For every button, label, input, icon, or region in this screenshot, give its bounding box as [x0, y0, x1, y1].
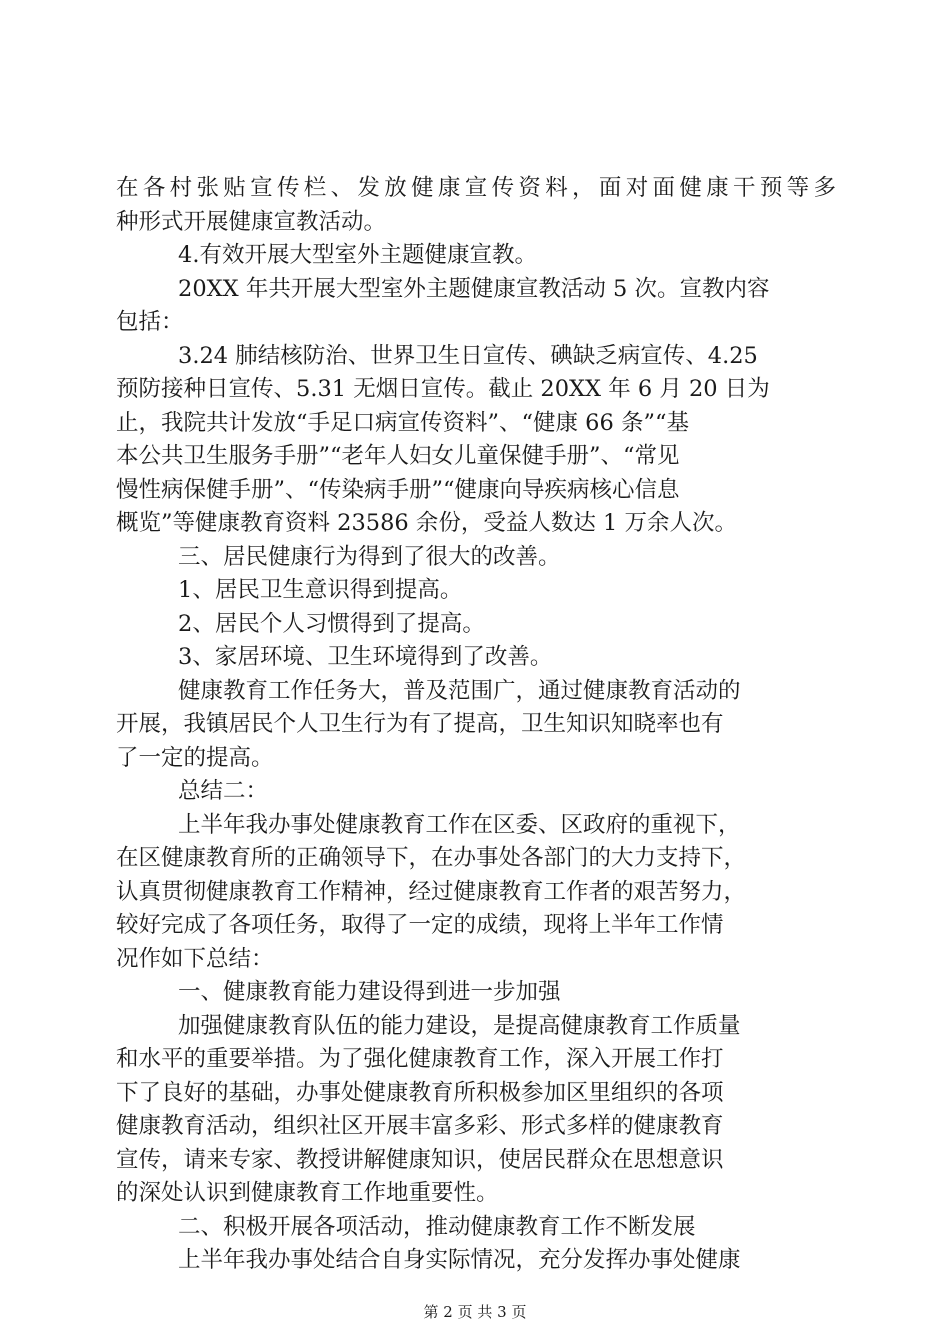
- text-line: 较好完成了各项任务，取得了一定的成绩，现将上半年工作情: [116, 912, 724, 938]
- text-line: 3、家居环境、卫生环境得到了改善。: [178, 644, 553, 670]
- text-line: 三、居民健康行为得到了很大的改善。: [178, 543, 561, 570]
- text-line: 认真贯彻健康教育工作精神，经过健康教育工作者的艰苦努力，: [116, 878, 747, 905]
- text-line: 20XX 年共开展大型室外主题健康宣教活动 5 次。宣教内容: [178, 275, 770, 302]
- text-line: 3.24 肺结核防治、世界卫生日宣传、碘缺乏病宣传、4.25: [178, 342, 758, 369]
- text-line: 在区健康教育所的正确领导下，在办事处各部门的大力支持下，: [116, 845, 747, 871]
- text-line: 一、健康教育能力建设得到进一步加强: [178, 979, 561, 1005]
- text-line: 开展，我镇居民个人卫生行为有了提高，卫生知识知晓率也有: [116, 711, 724, 737]
- text-line: 上半年我办事处结合自身实际情况，充分发挥办事处健康: [178, 1247, 741, 1273]
- text-line: 本公共卫生服务手册”“老年人妇女儿童保健手册”、“常见: [116, 443, 680, 469]
- text-line: 况作如下总结：: [116, 945, 274, 972]
- text-line: 总结二：: [178, 778, 269, 804]
- text-line: 和水平的重要举措。为了强化健康教育工作，深入开展工作打: [116, 1046, 724, 1072]
- text-line: 健康教育工作任务大，普及范围广，通过健康教育活动的: [178, 677, 741, 704]
- text-line: 种形式开展健康宣教活动。: [116, 208, 387, 235]
- text-line: 概览”等健康教育资料 23586 余份，受益人数达 1 万余人次。: [116, 510, 738, 536]
- text-line: 4.有效开展大型室外主题健康宣教。: [178, 242, 537, 268]
- page-number-footer: 第 2 页 共 3 页: [423, 1303, 527, 1321]
- text-line: 二、积极开展各项活动，推动健康教育工作不断发展: [178, 1213, 696, 1240]
- document-body: [116, 172, 836, 1278]
- text-line: 2、居民个人习惯得到了提高。: [178, 610, 485, 637]
- text-line: 健康教育活动，组织社区开展丰富多彩、形式多样的健康教育: [116, 1113, 724, 1139]
- text-line: 止，我院共计发放“手足口病宣传资料”、“健康 66 条”“基: [116, 409, 689, 436]
- text-line: 了一定的提高。: [116, 744, 274, 771]
- text-line: 的深处认识到健康教育工作地重要性。: [116, 1180, 499, 1206]
- text-line: 上半年我办事处健康教育工作在区委、区政府的重视下，: [178, 811, 741, 838]
- text-line: 在各村张贴宣传栏、发放健康宣传资料，面对面健康干预等多: [116, 175, 836, 201]
- text-line: 预防接种日宣传、5.31 无烟日宣传。截止 20XX 年 6 月 20 日为: [116, 376, 770, 402]
- text-line: 宣传，请来专家、教授讲解健康知识，使居民群众在思想意识: [116, 1146, 724, 1173]
- text-line: 慢性病保健手册”、“传染病手册”“健康向导疾病核心信息: [116, 476, 680, 503]
- text-line: 包括：: [116, 309, 184, 335]
- text-line: 下了良好的基础，办事处健康教育所积极参加区里组织的各项: [116, 1079, 724, 1106]
- text-line: 1、居民卫生意识得到提高。: [178, 577, 463, 603]
- text-line: 加强健康教育队伍的能力建设，是提高健康教育工作质量: [178, 1012, 741, 1039]
